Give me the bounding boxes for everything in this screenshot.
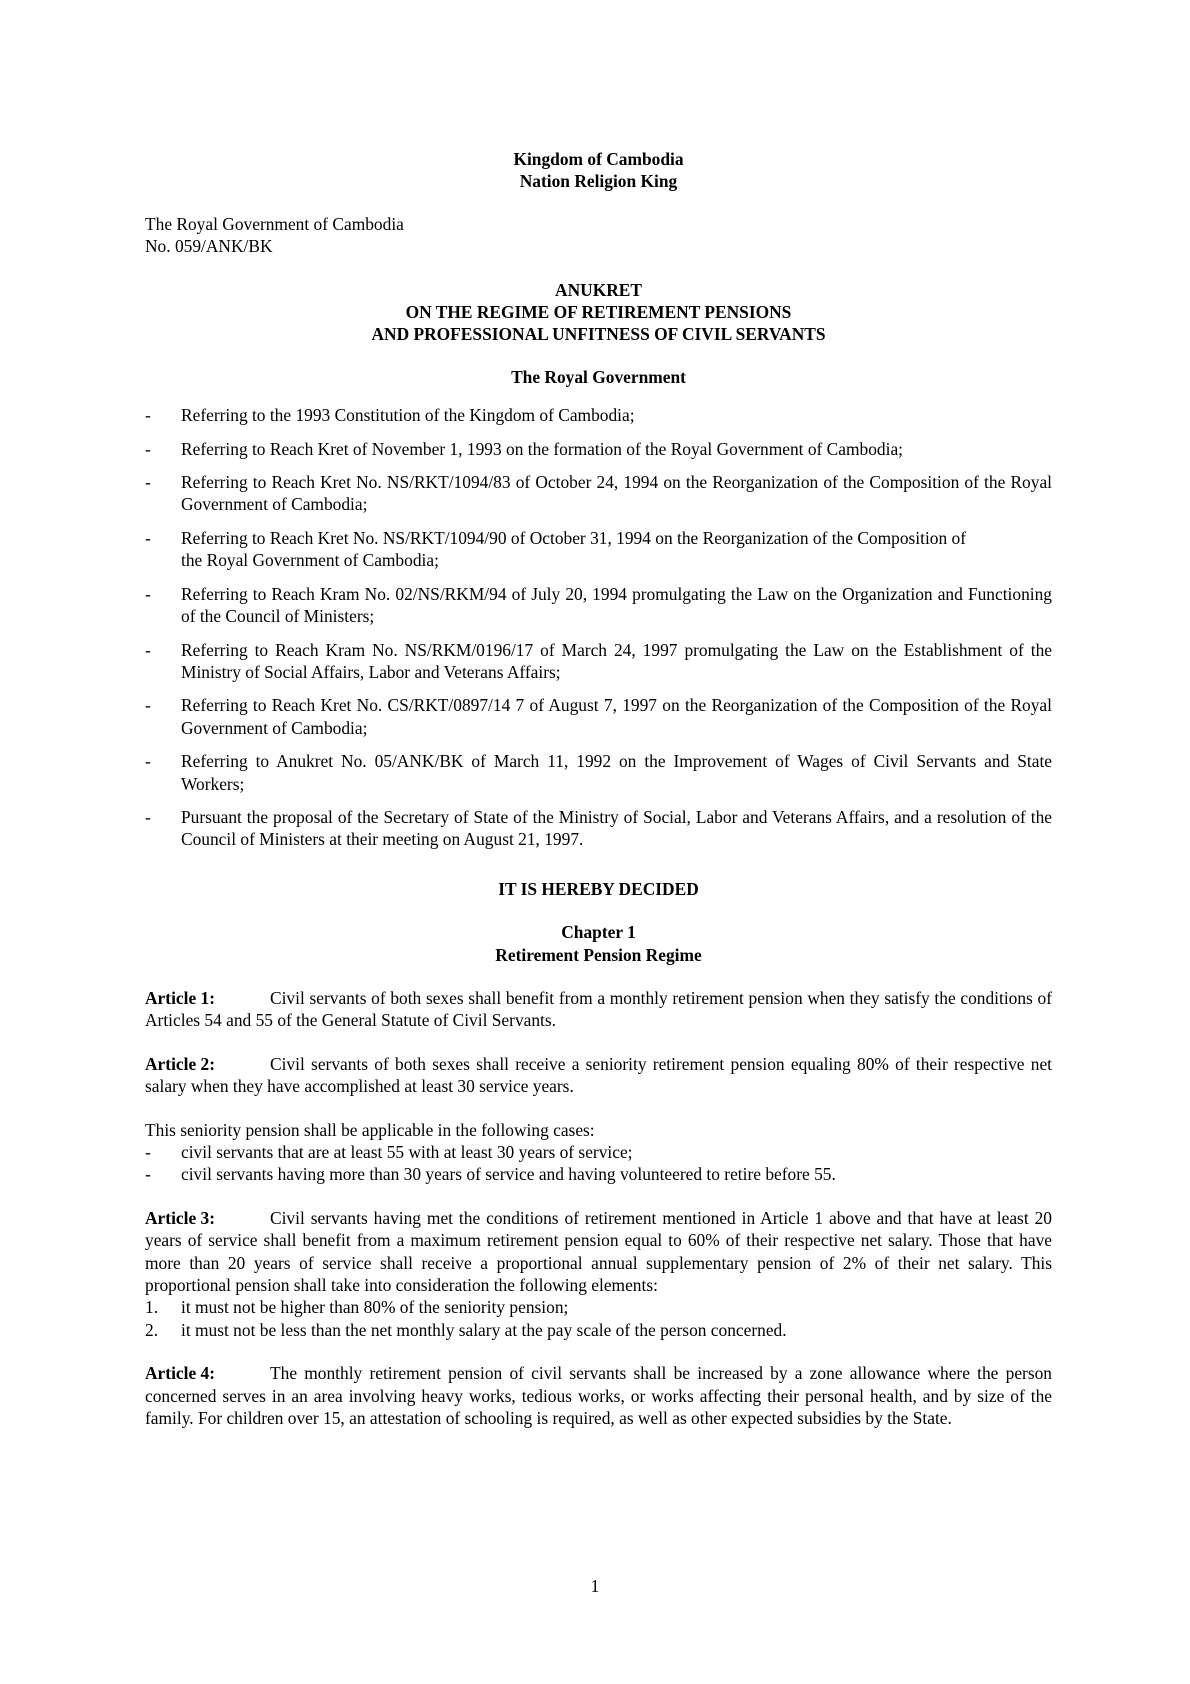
list-dash: - <box>145 405 151 426</box>
list-item-text: civil servants having more than 30 years of service and having volunteered to retire before 55. <box>181 1164 836 1185</box>
article-3 <box>145 1207 1052 1341</box>
reference-text: Pursuant the proposal of the Secretary of State of the Ministry of Social, Labor and Veterans Affairs, and a resolution of the Council of Ministers at their meeting on August 21, 1997. <box>181 806 1052 850</box>
article-label: Article 4: <box>145 1363 216 1384</box>
list-item <box>145 1296 1052 1318</box>
document-title <box>145 279 1052 346</box>
list-dash: - <box>145 438 151 459</box>
article-3-body <box>145 1207 1052 1297</box>
list-item <box>145 1319 1052 1341</box>
reference-item <box>145 471 1052 516</box>
article-text: Civil servants of both sexes shall benefit from a monthly retirement pension when they satisfy the conditions of Articles 54 and 55 of the General Statute of Civil Servants. <box>145 987 1052 1031</box>
article-text: The monthly retirement pension of civil servants shall be increased by a zone allowance where the person concerned serves in an area involving heavy works, tedious works, or works affecting their personal health, and by size of the family. For children over 15, an attestation of schooling is required, as well as other expected subsidies by the State. <box>145 1363 1052 1429</box>
chapter-heading <box>145 921 1052 966</box>
list-dash: - <box>145 1164 151 1185</box>
chapter-title: Retirement Pension Regime <box>495 944 702 965</box>
kingdom-heading: Kingdom of Cambodia <box>513 149 684 169</box>
article-4 <box>145 1362 1052 1429</box>
title-line-3: AND PROFESSIONAL UNFITNESS OF CIVIL SERVANTS <box>371 324 826 345</box>
list-dash: - <box>145 639 151 660</box>
reference-item <box>145 639 1052 684</box>
reference-item <box>145 750 1052 795</box>
article-label: Article 2: <box>145 1053 216 1074</box>
reference-text: Referring to Reach Kret No. NS/RKT/1094/90 of October 31, 1994 on the Reorganization of the Composition of the Royal Government of Cambodia; <box>181 527 967 571</box>
list-dash: - <box>145 751 151 772</box>
list-dash: - <box>145 527 151 548</box>
reference-text: Referring to Reach Kram No. NS/RKM/0196/17 of March 24, 1997 promulgating the Law on the Establishment of the Ministry of Social Affairs, Labor and Veterans Affairs; <box>181 639 1052 682</box>
article-2-cases <box>145 1119 1052 1186</box>
reference-text: Referring to the 1993 Constitution of the Kingdom of Cambodia; <box>181 405 635 426</box>
cases-list <box>145 1141 1052 1186</box>
article-text: Civil servants of both sexes shall receive a seniority retirement pension equaling 80% of their respective net salary when they have accomplished at least 30 service years. <box>145 1053 1052 1097</box>
decision-heading: IT IS HEREBY DECIDED <box>498 878 699 899</box>
article-text: Civil servants having met the conditions of retirement mentioned in Article 1 above and that have at least 20 years of service shall benefit from a maximum retirement pension equal to 60% of their respective net salary. Those that have more than 20 years of service shall receive a proportional annual supplementary pension of 2% of their net salary. This proportional pension shall take into consideration the following elements: <box>145 1207 1052 1296</box>
list-dash: - <box>145 806 151 827</box>
reference-text: Referring to Reach Kram No. 02/NS/RKM/94 of July 20, 1994 promulgating the Law on the Organization and Functioning of the Council of Ministers; <box>181 583 1052 627</box>
list-dash: - <box>145 1142 151 1162</box>
cases-intro: This seniority pension shall be applicable in the following cases: <box>145 1119 595 1140</box>
government-name: The Royal Government of Cambodia <box>145 213 404 234</box>
list-dash: - <box>145 583 151 604</box>
article-label: Article 3: <box>145 1207 216 1228</box>
decree-number: No. 059/ANK/BK <box>145 236 273 257</box>
list-item-text: it must not be less than the net monthly salary at the pay scale of the person concerned. <box>181 1319 787 1340</box>
conditions-list <box>145 1296 1052 1341</box>
list-dash: - <box>145 472 151 493</box>
royal-government-heading: The Royal Government <box>511 366 686 387</box>
references-list <box>145 404 1052 851</box>
reference-item <box>145 806 1052 851</box>
reference-text: Referring to Anukret No. 05/ANK/BK of March 11, 1992 on the Improvement of Wages of Civil Servants and State Workers; <box>181 751 1052 794</box>
list-dash: - <box>145 695 151 716</box>
list-item-text: it must not be higher than 80% of the seniority pension; <box>181 1297 569 1318</box>
reference-text: Referring to Reach Kret No. CS/RKT/0897/14 7 of August 7, 1997 on the Reorganization of the Composition of the Royal Government of Cambodia; <box>181 695 1052 738</box>
chapter-number: Chapter 1 <box>561 922 636 943</box>
title-line-2: ON THE REGIME OF RETIREMENT PENSIONS <box>405 302 792 323</box>
reference-item <box>145 404 1052 426</box>
title-line-1: ANUKRET <box>555 279 642 300</box>
article-1 <box>145 987 1052 1032</box>
reference-text: Referring to Reach Kret No. NS/RKT/1094/83 of October 24, 1994 on the Reorganization of the Composition of the Royal Government of Cambodia; <box>181 472 1052 515</box>
reference-item <box>145 583 1052 628</box>
list-item <box>145 1141 1052 1163</box>
government-block <box>145 213 1052 258</box>
page-number: 1 <box>590 1576 600 1596</box>
motto-heading: Nation Religion King <box>519 171 678 192</box>
list-number: 1. <box>145 1297 159 1318</box>
article-label: Article 1: <box>145 987 216 1008</box>
article-2 <box>145 1053 1052 1098</box>
reference-item <box>145 694 1052 739</box>
reference-item <box>145 527 1052 572</box>
reference-text: Referring to Reach Kret of November 1, 1993 on the formation of the Royal Government of Cambodia; <box>181 438 903 459</box>
document-header <box>145 148 1052 193</box>
list-number: 2. <box>145 1319 159 1340</box>
list-item-text: civil servants that are at least 55 with at least 30 years of service; <box>181 1142 633 1162</box>
list-item <box>145 1163 1052 1185</box>
reference-item <box>145 438 1052 460</box>
